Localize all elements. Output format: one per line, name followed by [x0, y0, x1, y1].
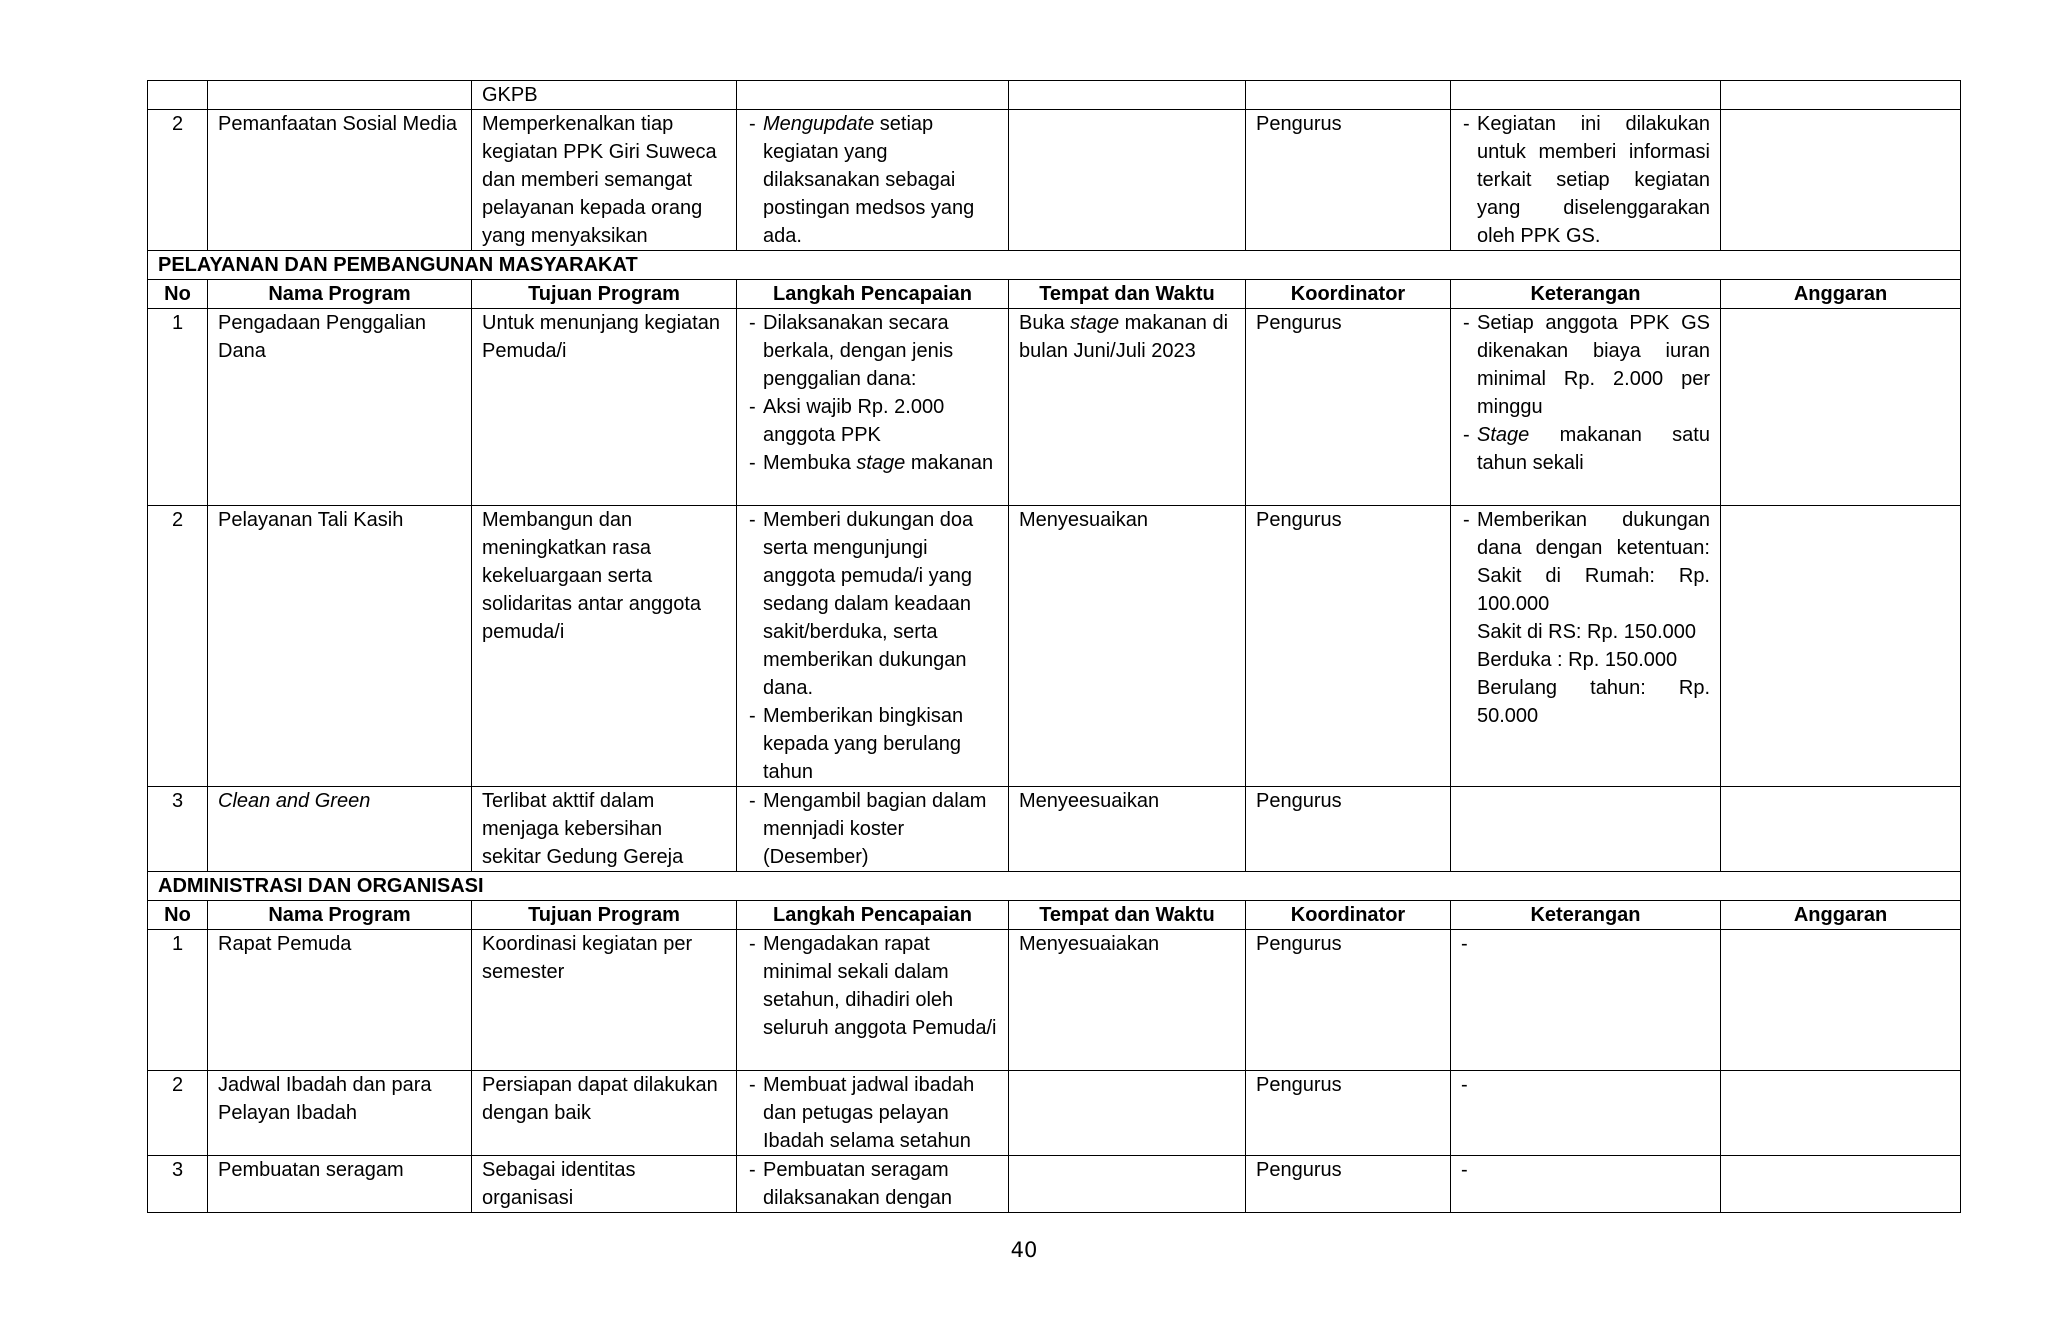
tempat-cell: Buka stage makanan di bulan Juni/Juli 2023: [1009, 309, 1246, 506]
langkah-cell: [737, 787, 1009, 872]
tujuan-cell: Untuk menunjang kegiatan Pemuda/i: [472, 309, 737, 506]
header-nama: Nama Program: [208, 901, 472, 930]
header-anggaran: Anggaran: [1721, 901, 1961, 930]
header-no: No: [148, 901, 208, 930]
langkah-cell: [737, 1156, 1009, 1213]
tujuan-cell: GKPB: [472, 81, 737, 110]
table-row: [148, 81, 1961, 110]
table-row: [148, 787, 1961, 872]
header-koordinator: Koordinator: [1246, 901, 1451, 930]
keterangan-cell: -: [1451, 1156, 1721, 1213]
header-row: [148, 901, 1961, 930]
program-table: [147, 80, 1961, 1213]
list-item: - Memberikan bingkisan kepada yang berulang tahun: [747, 702, 998, 786]
nama-cell: Pemanfaatan Sosial Media: [208, 110, 472, 251]
header-nama: Nama Program: [208, 280, 472, 309]
list-item: - Membuka stage makanan: [747, 449, 998, 477]
keterangan-cell: -: [1451, 930, 1721, 1071]
tujuan-cell: Sebagai identitas organisasi: [472, 1156, 737, 1213]
no-cell: 2: [148, 1071, 208, 1156]
keterangan-cell: [1451, 110, 1721, 251]
table-row: [148, 1156, 1961, 1213]
list-item: - Setiap anggota PPK GS dikenakan biaya iuran minimal Rp. 2.000 per minggu: [1461, 309, 1710, 421]
nama-cell: Jadwal Ibadah dan para Pelayan Ibadah: [208, 1071, 472, 1156]
header-langkah: Langkah Pencapaian: [737, 901, 1009, 930]
langkah-cell: [737, 1071, 1009, 1156]
no-cell: 3: [148, 787, 208, 872]
no-cell: 1: [148, 309, 208, 506]
no-cell: 3: [148, 1156, 208, 1213]
koordinator-cell: Pengurus: [1246, 1071, 1451, 1156]
table-row: [148, 1071, 1961, 1156]
list-item: - Pembuatan seragam dilaksanakan dengan: [747, 1156, 998, 1212]
section-title: ADMINISTRASI DAN ORGANISASI: [148, 872, 1961, 901]
nama-cell: Pengadaan Penggalian Dana: [208, 309, 472, 506]
keterangan-cell: -: [1451, 1071, 1721, 1156]
section-title: PELAYANAN DAN PEMBANGUNAN MASYARAKAT: [148, 251, 1961, 280]
nama-cell: Rapat Pemuda: [208, 930, 472, 1071]
langkah-cell: [737, 930, 1009, 1071]
header-koordinator: Koordinator: [1246, 280, 1451, 309]
header-tempat: Tempat dan Waktu: [1009, 280, 1246, 309]
list-item: - Memberi dukungan doa serta mengunjungi anggota pemuda/i yang sedang dalam keadaan sakit/berduka, serta memberikan dukungan dana.: [747, 506, 998, 702]
header-row: [148, 280, 1961, 309]
tempat-cell: Menyeesuaikan: [1009, 787, 1246, 872]
no-cell: 2: [148, 110, 208, 251]
header-no: No: [148, 280, 208, 309]
koordinator-cell: Pengurus: [1246, 787, 1451, 872]
list-item: - Dilaksanakan secara berkala, dengan jenis penggalian dana:: [747, 309, 998, 393]
koordinator-cell: Pengurus: [1246, 1156, 1451, 1213]
table-row: [148, 506, 1961, 787]
koordinator-cell: Pengurus: [1246, 506, 1451, 787]
nama-cell: Pelayanan Tali Kasih: [208, 506, 472, 787]
page-number: 40: [1010, 1238, 1038, 1262]
keterangan-cell: [1451, 506, 1721, 787]
header-langkah: Langkah Pencapaian: [737, 280, 1009, 309]
tempat-cell: Menyesuaiakan: [1009, 930, 1246, 1071]
list-item: - Mengadakan rapat minimal sekali dalam setahun, dihadiri oleh seluruh anggota Pemuda/i: [747, 930, 998, 1042]
tujuan-cell: Koordinasi kegiatan per semester: [472, 930, 737, 1071]
nama-cell: Clean and Green: [208, 787, 472, 872]
no-cell: 2: [148, 506, 208, 787]
tempat-cell: Menyesuaikan: [1009, 506, 1246, 787]
header-tujuan: Tujuan Program: [472, 901, 737, 930]
langkah-cell: [737, 506, 1009, 787]
no-cell: 1: [148, 930, 208, 1071]
header-keterangan: Keterangan: [1451, 901, 1721, 930]
koordinator-cell: Pengurus: [1246, 110, 1451, 251]
tujuan-cell: Memperkenalkan tiap kegiatan PPK Giri Suweca dan memberi semangat pelayanan kepada orang yang menyaksikan: [472, 110, 737, 251]
list-item: - Membuat jadwal ibadah dan petugas pelayan Ibadah selama setahun: [747, 1071, 998, 1155]
langkah-cell: [737, 309, 1009, 506]
header-keterangan: Keterangan: [1451, 280, 1721, 309]
list-item: - Aksi wajib Rp. 2.000 anggota PPK: [747, 393, 998, 449]
koordinator-cell: Pengurus: [1246, 930, 1451, 1071]
section-row: [148, 872, 1961, 901]
table-row: [148, 110, 1961, 251]
header-tujuan: Tujuan Program: [472, 280, 737, 309]
koordinator-cell: Pengurus: [1246, 309, 1451, 506]
list-item: - Stage makanan satu tahun sekali: [1461, 421, 1710, 477]
table-row: [148, 930, 1961, 1071]
keterangan-cell: [1451, 309, 1721, 506]
langkah-list: [747, 110, 998, 250]
list-item: - Memberikan dukungan dana dengan ketentuan: Sakit di Rumah: Rp. 100.000 Sakit di RS: Rp. 150.000 Berduka : Rp. 150.000 Berulang tahun: Rp. 50.000: [1461, 506, 1710, 730]
langkah-cell: [737, 110, 1009, 251]
tujuan-cell: Membangun dan meningkatkan rasa kekeluargaan serta solidaritas antar anggota pemuda/i: [472, 506, 737, 787]
list-item: - Mengambil bagian dalam mennjadi koster (Desember): [747, 787, 998, 871]
list-item: - Mengupdate setiap kegiatan yang dilaksanakan sebagai postingan medsos yang ada.: [747, 110, 998, 250]
section-row: [148, 251, 1961, 280]
list-item: - Kegiatan ini dilakukan untuk memberi informasi terkait setiap kegiatan yang diselenggarakan oleh PPK GS.: [1461, 110, 1710, 250]
nama-cell: Pembuatan seragam: [208, 1156, 472, 1213]
table-row: [148, 309, 1961, 506]
header-tempat: Tempat dan Waktu: [1009, 901, 1246, 930]
tujuan-cell: Terlibat akttif dalam menjaga kebersihan sekitar Gedung Gereja: [472, 787, 737, 872]
tujuan-cell: Persiapan dapat dilakukan dengan baik: [472, 1071, 737, 1156]
header-anggaran: Anggaran: [1721, 280, 1961, 309]
